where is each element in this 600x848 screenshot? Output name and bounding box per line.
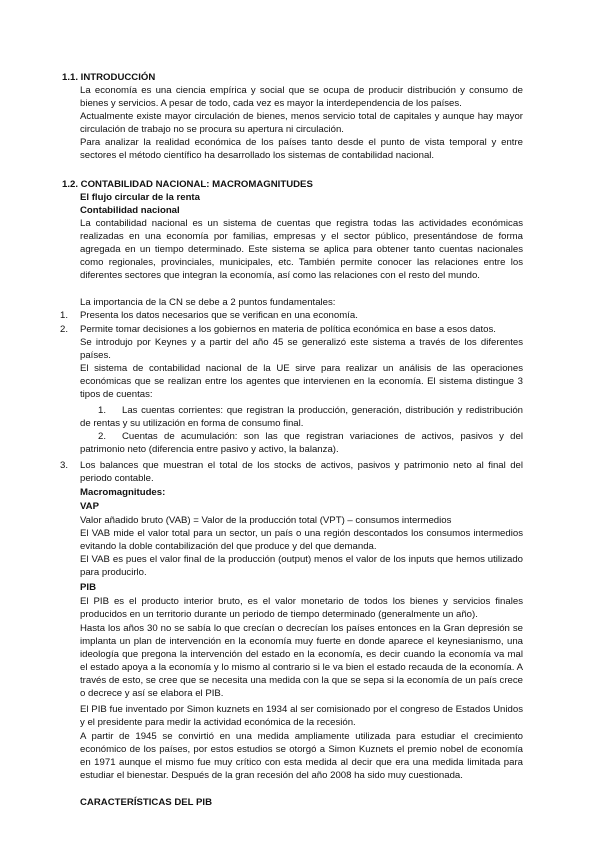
subheading-vap: VAP	[80, 501, 100, 512]
list-item: Presenta los datos necesarios que se verifican en una economía.	[80, 310, 358, 321]
paragraph: La importancia de la CN se debe a 2 puntos fundamentales:	[80, 297, 336, 308]
paragraph: La economía es una ciencia empírica y social que se ocupa de producir distribución y consumo de bienes y servicios. A pesar de todo, cada vez es mayor la interdependencia de los países.	[80, 85, 523, 109]
list-number: 2.	[60, 324, 69, 335]
paragraph: Hasta los años 30 no se sabía lo que crecían o decrecían los países entonces en la Gran depresión se implanta un plan de intervención en la economía muy fuerte en donde aparece el keynesianismo, una ideología que pregona la intervención del estado en la economía, es decir cuando la economía va mal el estado apoya a la economía y lo mismo al contrario si le va bien el estado recauda de la economía. A través de esto, se cree que se necesita una medida con la que se sepa si la economía de un país crece o decrece y así se elabora el PIB.	[80, 623, 523, 699]
paragraph: El PIB fue inventado por Simon kuznets en 1934 al ser comisionado por el congreso de Estados Unidos y el presidente para medir la actividad económica de la recesión.	[80, 704, 523, 728]
section-heading-contabilidad: 1.2. CONTABILIDAD NACIONAL: MACROMAGNITUDES	[62, 179, 313, 190]
sub-list-item: Las cuentas corrientes: que registran la producción, generación, distribución y redistribución de rentas y su utilización en forma de consumo final.	[80, 405, 523, 429]
subheading: Contabilidad nacional	[80, 205, 180, 216]
subheading-pib: PIB	[80, 582, 96, 593]
list-item: Los balances que muestran el total de los stocks de activos, pasivos y patrimonio neto al final del periodo contable.	[80, 460, 523, 484]
paragraph: El PIB es el producto interior bruto, es el valor monetario de todos los bienes y servicios finales producidos en un territorio durante un periodo de tiempo determinado (generalmente un año).	[80, 596, 523, 620]
paragraph: Se introdujo por Keynes y a partir del año 45 se generalizó este sistema a través de los diferentes países.	[80, 337, 523, 361]
list-number: 1.	[60, 310, 69, 321]
paragraph: El sistema de contabilidad nacional de la UE sirve para realizar un análisis de las operaciones económicas que se realizan entre los agentes que intervienen en la economía. El sistema distingue 3 tipos de cuentas:	[80, 363, 523, 400]
paragraph: Para analizar la realidad económica de los países tanto desde el punto de vista temporal y entre sectores el método científico ha desarrollado los sistemas de contabilidad nacional.	[80, 137, 523, 161]
section-heading-introduccion: 1.1. INTRODUCCIÓN	[62, 72, 156, 83]
sub-list-number: 2.	[98, 431, 107, 442]
paragraph: Actualmente existe mayor circulación de bienes, menos servicio total de capitales y aunque hay mayor circulación de trabajo no se procura su apertura ni circulación.	[80, 111, 523, 135]
formula-line: Valor añadido bruto (VAB) = Valor de la producción total (VPT) – consumos intermedios	[80, 515, 452, 526]
paragraph: A partir de 1945 se convirtió en una medida ampliamente utilizada para estudiar el crecimiento económico de los países, por estos estudios se otorgó a Simon Kuznets el premio nobel de economía en 1971 aunque el mismo fue muy crítico con esta medida al decir que era una medida limitada para estudiar el bienestar. Después de la gran recesión del año 2008 ha sido muy cuestionada.	[80, 731, 523, 781]
subheading-macromagnitudes: Macromagnitudes:	[80, 487, 166, 498]
paragraph: El VAB es pues el valor final de la producción (output) menos el valor de los inputs que hemos utilizado para producirlo.	[80, 554, 523, 578]
list-item: Permite tomar decisiones a los gobiernos en materia de política económica en base a esos datos.	[80, 324, 496, 335]
paragraph: El VAB mide el valor total para un sector, un país o una región descontados los consumos intermedios evitando la doble contabilización del que produce y del que demanda.	[80, 528, 523, 552]
subheading-caracteristicas: CARACTERÍSTICAS DEL PIB	[80, 797, 213, 808]
list-number: 3.	[60, 460, 69, 471]
subheading: El flujo circular de la renta	[80, 192, 200, 203]
sub-list-item: Cuentas de acumulación: son las que registran variaciones de activos, pasivos y del patrimonio neto (diferencia entre pasivo y activo, la balanza).	[80, 431, 523, 455]
paragraph: La contabilidad nacional es un sistema de cuentas que registra todas las actividades económicas realizadas en una economía por familias, empresas y el sector público, presentándose de forma agregada en un tiempo determinado. Este sistema se aplica para obtener tanto cuentas nacionales como regionales, provinciales, municipales, etc. También permite conocer las relaciones entre los diferentes sectores que integran la economía, así como las relaciones con el resto del mundo.	[80, 218, 523, 281]
sub-list-number: 1.	[98, 405, 107, 416]
